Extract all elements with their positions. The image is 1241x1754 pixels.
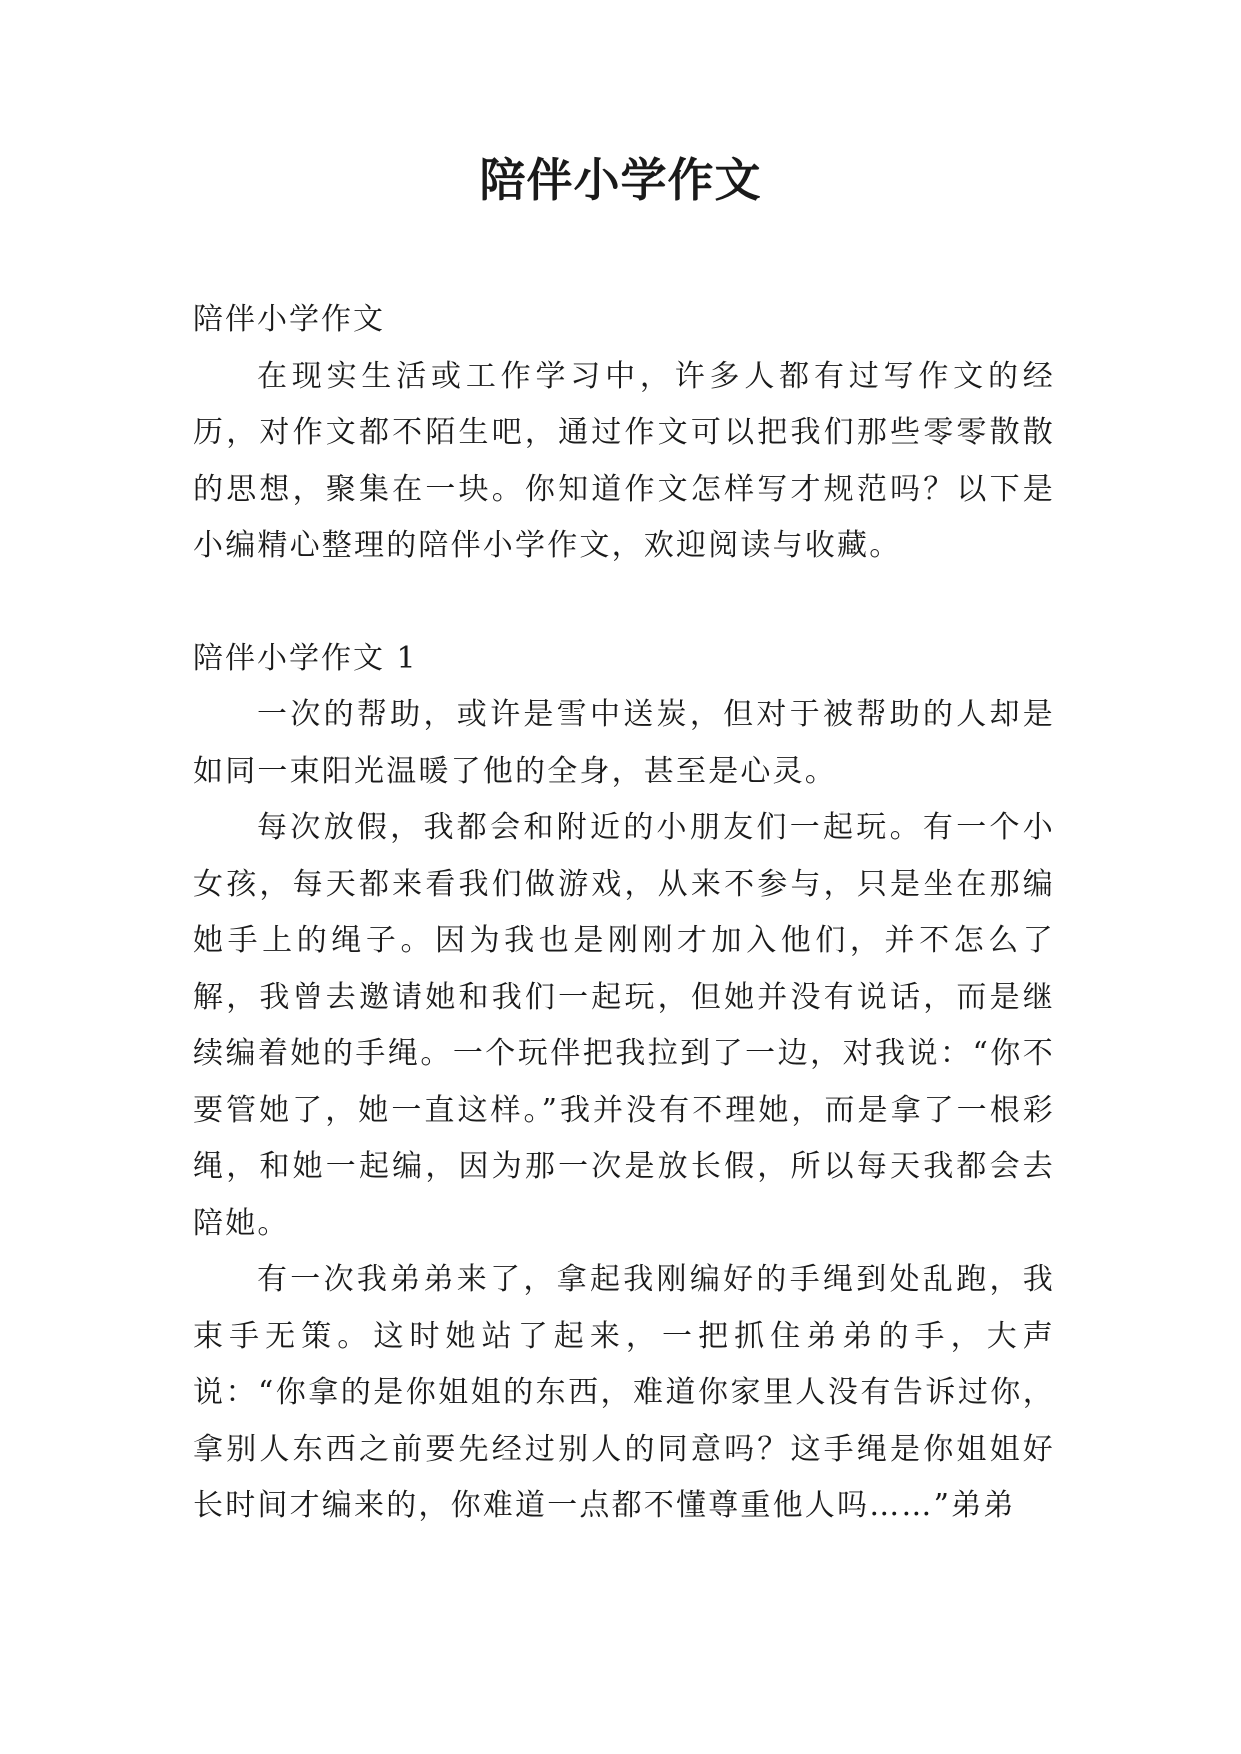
- body-paragraph: 每次放假，我都会和附近的小朋友们一起玩。有一个小女孩，每天都来看我们做游戏，从来不参与，只是坐在那编她手上的绳子。因为我也是刚刚才加入他们，并不怎么了解，我曾去邀请她和我们一起玩，但她并没有说话，而是继续编着她的手绳。一个玩伴把我拉到了一边，对我说：“你不要管她了，她一直这样。”我并没有不理她，而是拿了一根彩绳，和她一起编，因为那一次是放长假，所以每天我都会去陪她。: [193, 810, 1055, 1241]
- document-title: 陪伴小学作文: [479, 153, 762, 207]
- body-paragraph: 有一次我弟弟来了，拿起我刚编好的手绳到处乱跑，我束手无策。这时她站了起来，一把抓住弟弟的手，大声说：“你拿的是你姐姐的东西，难道你家里人没有告诉过你，拿别人东西之前要先经过别人的同意吗？这手绳是你姐姐好长时间才编来的，你难道一点都不懂尊重他人吗……”弟弟: [193, 1262, 1055, 1523]
- section-heading: 陪伴小学作文 1: [193, 640, 418, 676]
- body-paragraph: 一次的帮助，或许是雪中送炭，但对于被帮助的人却是如同一束阳光温暖了他的全身，甚至是心灵。: [193, 697, 1055, 789]
- document-subtitle: 陪伴小学作文: [193, 302, 385, 337]
- document-body: [193, 292, 1055, 1535]
- intro-paragraph: 在现实生活或工作学习中，许多人都有过写作文的经历，对作文都不陌生吧，通过作文可以把我们那些零零散散的思想，聚集在一块。你知道作文怎样写才规范吗？以下是小编精心整理的陪伴小学作文，欢迎阅读与收藏。: [193, 358, 1055, 563]
- paragraph-spacer: [193, 575, 1055, 631]
